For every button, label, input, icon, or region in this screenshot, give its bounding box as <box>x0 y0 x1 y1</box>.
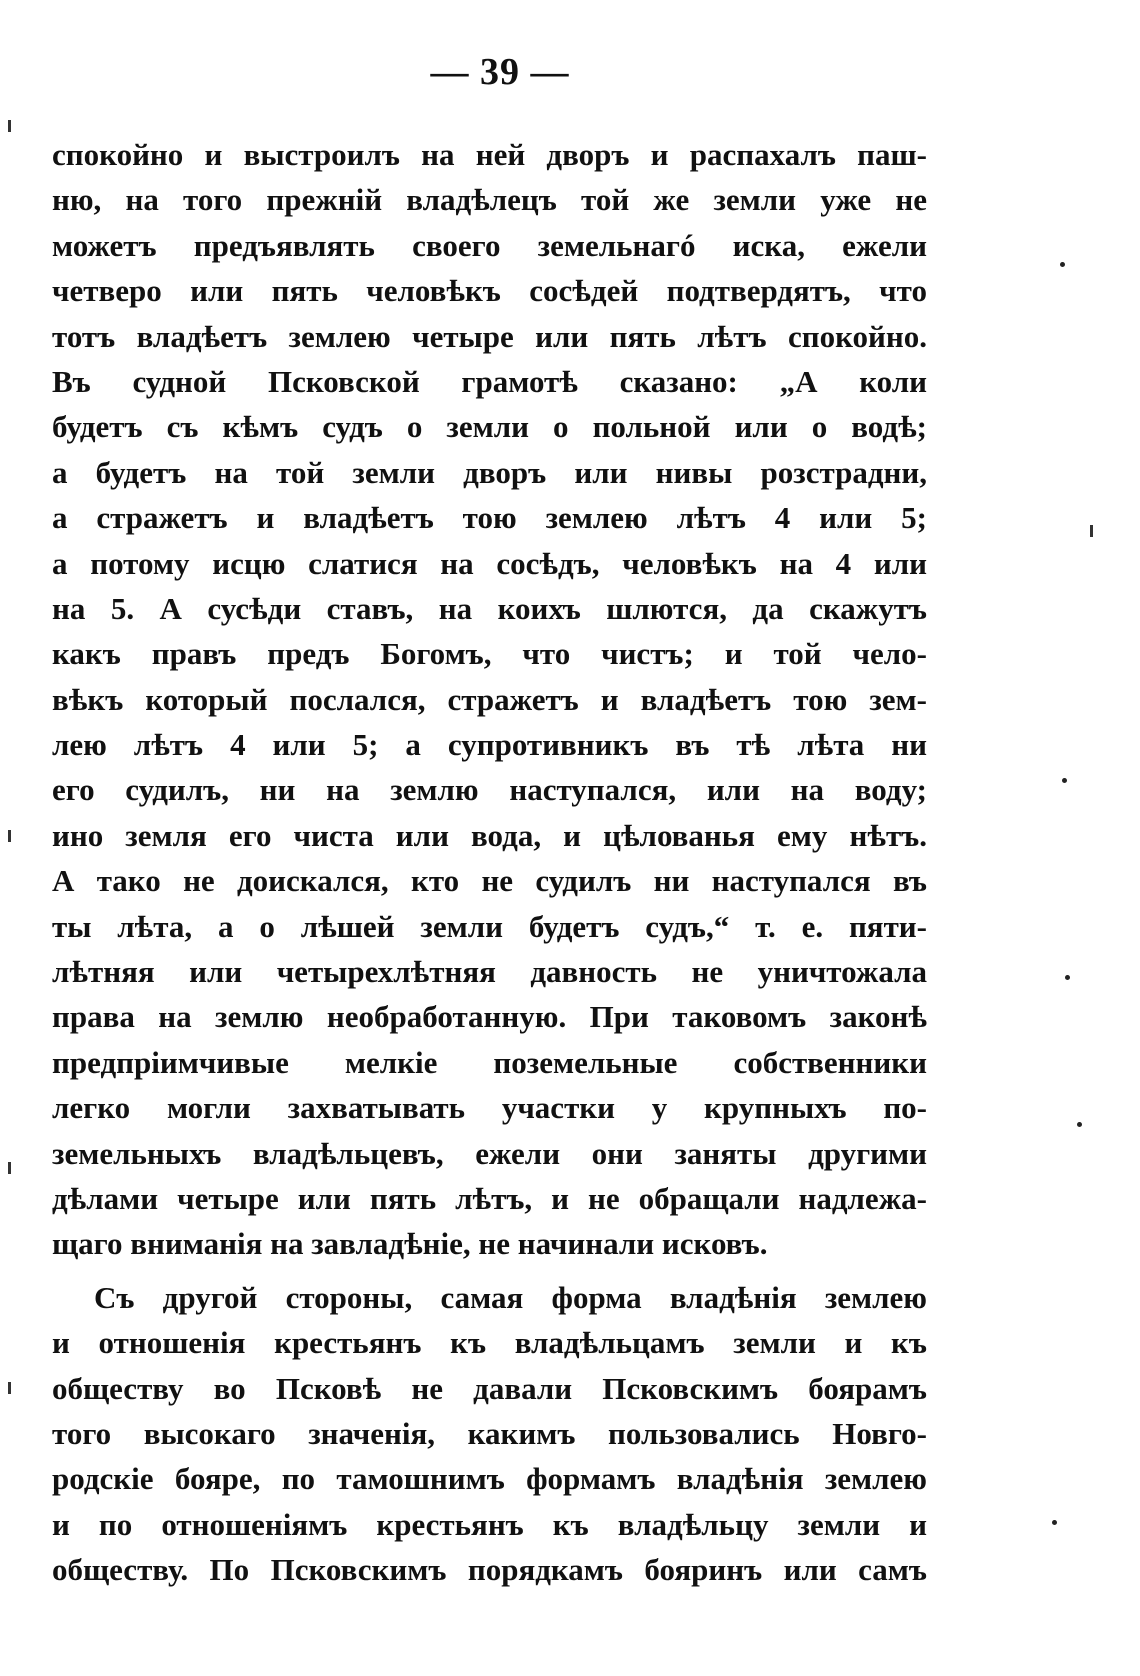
text-line: спокойно и выстроилъ на ней дворъ и распахалъ паш- <box>52 137 927 172</box>
text-line: легко могли захватывать участки у крупныхъ по- <box>52 1090 927 1126</box>
text-line: ино земля его чиста или вода, и цѣлованья ему нѣтъ. <box>52 817 927 853</box>
text-line: тотъ владѣетъ землею четыре или пять лѣтъ спокойно. <box>52 318 927 354</box>
text-line: А тако не доискался, кто не судилъ ни наступался въ <box>52 863 927 899</box>
text-line: Въ судной Псковской грамотѣ сказано: „А коли <box>52 363 927 399</box>
speck <box>1052 1520 1057 1525</box>
text-line: можетъ предъявлять своего земельнагó иска, ежели <box>52 227 927 263</box>
margin-mark <box>8 120 11 132</box>
text-line: дѣлами четыре или пять лѣтъ, и не обращали надлежа- <box>52 1180 927 1216</box>
text-line: а будетъ на той земли дворъ или нивы розстрадни, <box>52 454 927 490</box>
margin-mark <box>8 830 11 842</box>
text-line: обществу во Псковѣ не давали Псковскимъ боярамъ <box>52 1370 927 1406</box>
text-line: того высокаго значенія, какимъ пользовались Новго- <box>52 1415 927 1451</box>
text-line: предпріимчивые мелкіе поземельные собственники <box>52 1044 927 1080</box>
text-line: Съ другой стороны, самая форма владѣнія землею <box>94 1279 927 1315</box>
text-line: родскіе бояре, по тамошнимъ формамъ владѣнія землею <box>52 1461 927 1497</box>
text-line: четверо или пять человѣкъ сосѣдей подтвердятъ, что <box>52 273 927 309</box>
margin-mark <box>8 1382 11 1394</box>
text-line: щаго вниманія на завладѣніе, не начинали исковъ. <box>52 1226 768 1262</box>
paragraph <box>52 132 927 1267</box>
margin-mark <box>8 1162 11 1174</box>
text-line: и отношенія крестьянъ къ владѣльцамъ земли и къ <box>52 1325 927 1361</box>
paragraph-gap <box>52 1267 927 1275</box>
margin-mark <box>1090 525 1093 537</box>
text-line: обществу. По Псковскимъ порядкамъ бояринъ или самъ <box>52 1552 927 1588</box>
text-line: вѣкъ который послался, стражетъ и владѣетъ тою зем- <box>52 681 927 717</box>
text-line: ню, на того прежній владѣлецъ той же земли уже не <box>52 182 927 218</box>
speck <box>1065 975 1070 980</box>
text-line: лею лѣтъ 4 или 5; а супротивникъ въ тѣ лѣта ни <box>52 727 927 763</box>
text-line: его судилъ, ни на землю наступался, или на воду; <box>52 772 927 808</box>
text-line: а потому исцю слатися на сосѣдъ, человѣкъ на 4 или <box>52 545 927 581</box>
text-line: на 5. А сусѣди ставъ, на коихъ шлются, да скажутъ <box>52 590 927 626</box>
text-line: будетъ съ кѣмъ судъ о земли о польной или о водѣ; <box>52 409 927 445</box>
speck <box>1062 778 1067 783</box>
speck <box>1077 1122 1082 1127</box>
text-line: какъ правъ предъ Богомъ, что чистъ; и той чело- <box>52 636 927 672</box>
text-line: лѣтняя или четырехлѣтняя давность не уничтожала <box>52 954 927 990</box>
body-text <box>52 132 927 1593</box>
text-line: и по отношеніямъ крестьянъ къ владѣльцу земли и <box>52 1506 927 1542</box>
speck <box>1060 262 1065 267</box>
text-line: земельныхъ владѣльцевъ, ежели они заняты другими <box>52 1135 927 1171</box>
text-line: ты лѣта, а о лѣшей земли будетъ судъ,“ т. е. пяти- <box>52 908 927 944</box>
paragraph <box>52 1275 927 1593</box>
text-line: а стражетъ и владѣетъ тою землею лѣтъ 4 или 5; <box>52 500 927 536</box>
page-number: — 39 — <box>430 51 570 93</box>
text-line: права на землю необработанную. При таковомъ законѣ <box>52 999 927 1035</box>
